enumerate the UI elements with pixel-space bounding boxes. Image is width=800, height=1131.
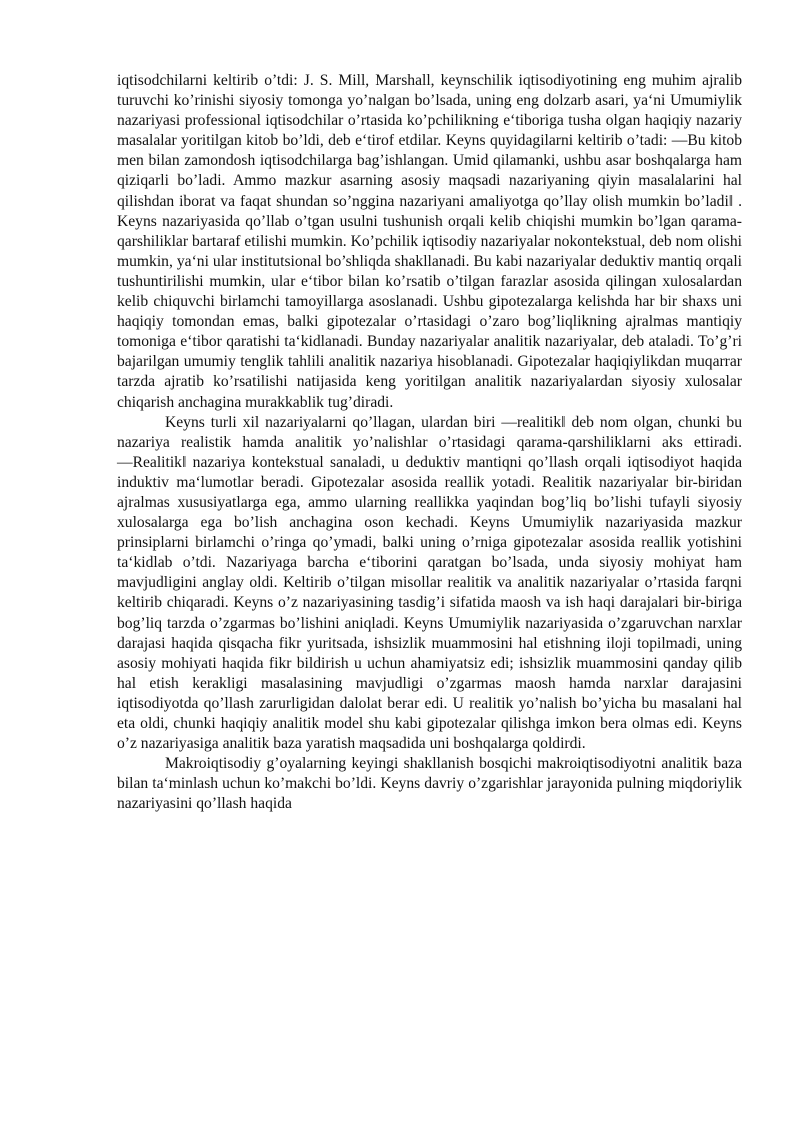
paragraph-2: Keyns turli xil nazariyalarni qo’llagan, ulardan biri ―realitik‖ deb nom olgan, chunki bu nazariya realistik hamda analitik yo’nalishlar o’rtasidagi qarama-qarshiliklarni aks ettiradi. ―Realitik‖ nazariya kontekstual sanaladi, u deduktiv mantiqni qo’llash orqali iqtisodiyot haqida induktiv ma‘lumotlar beradi. Gipotezalar asosida reallik yotadi. Realitik nazariyalar bir-biridan ajralmas xususiyatlarga ega, ammo ularning reallikka yaqindan bog’liq bo’lishi tufayli siyosiy xulosalarga ega bo’lish anchagina oson kechadi. Keyns Umumiylik nazariyasida mazkur prinsiplarni birlamchi o’ringa qo’ymadi, balki uning o’rniga gipotezalar asosida reallik yotishini ta‘kidlab o’tdi. Nazariyaga barcha e‘tiborini qaratgan bo’lsada, unda siyosiy mohiyat ham mavjudligini anglay oldi. Keltirib o’tilgan misollar realitik va analitik nazariyalar o’rtasida farqni keltirib chiqaradi. Keyns o’z nazariyasining tasdig’i sifatida maosh va ish haqi darajalari bir-biriga bog’liq tarzda o’zgarmas bo’lishini aniqladi. Keyns Umumiylik nazariyasida o’zgaruvchan narxlar darajasi haqida qisqacha fikr yuritsada, ishsizlik muammosini hal etishning iloji topilmadi, uning asosiy mohiyati haqida fikr bildirish u uchun ahamiyatsiz edi; ishsizlik muammosini qanday qilib hal etish kerakligi masalasining mavjudligi o’zgarmas maosh hamda narxlar darajasini iqtisodiyotda qo’llash zarurligidan dalolat berar edi. U realitik yo’nalish bo’yicha bu masalani hal eta oldi, chunki haqiqiy analitik model shu kabi gipotezalar qilishga imkon bera olmas edi. Keyns o’z nazariyasiga analitik baza yaratish maqsadida uni boshqalarga qoldirdi. xyxy=(117,413,742,753)
paragraph-3: Makroiqtisodiy g’oyalarning keyingi shakllanish bosqichi makroiqtisodiyotni analitik baza bilan ta‘minlash uchun ko’makchi bo’ldi. Keyns davriy o’zgarishlar jarayonida pulning miqdoriylik nazariyasini qo’llash haqida xyxy=(117,755,742,813)
paragraph-1: iqtisodchilarni keltirib o’tdi: J. S. Mill, Marshall, keynschilik iqtisodiyotining eng muhim ajralib turuvchi ko’rinishi siyosiy tomonga yo’nalgan bo’lsada, uning eng dolzarb asari, ya‘ni Umumiylik nazariyasi professional iqtisodchilar o’rtasida ko’pchilikning e‘tiboriga tusha olgan haqiqiy nazariy masalalar yoritilgan kitob bo’ldi, deb e‘tirof etdilar. Keyns quyidagilarni keltirib o’tadi: ―Bu kitob men bilan zamondosh iqtisodchilarga bag’ishlangan. Umid qilamanki, ushbu asar boshqalarga ham qiziqarli bo’ladi. Ammo mazkur asarning asosiy maqsadi nazariyaning qiyin masalalarini hal qilishdan iborat va faqat shundan so’nggina nazariyani amaliyotga qo’llay olish mumkin bo’ladi‖ . Keyns nazariyasida qo’llab o’tgan usulni tushunish orqali kelib chiqishi mumkin bo’lgan qarama-qarshiliklar bartaraf etilishi mumkin. Ko’pchilik iqtisodiy nazariyalar nokontekstual, deb nom olishi mumkin, ya‘ni ular institutsional bo’shliqda shakllanadi. Bu kabi nazariyalar deduktiv mantiq orqali tushuntirilishi mumkin, ular e‘tibor bilan ko’rsatib o’tilgan farazlar asosida qilingan xulosalardan kelib chiquvchi birlamchi tamoyillarga asoslanadi. Ushbu gipotezalarga kelishda har bir shaxs uni haqiqiy tomondan emas, balki gipotezalar o’rtasidagi o’zaro bog’liqlikning ajralmas mantiqiy tomoniga e‘tibor qaratishi ta‘kidlanadi. Bunday nazariyalar analitik nazariyalar, deb ataladi. To’g’ri bajarilgan umumiy tenglik tahlili analitik nazariya hisoblanadi. Gipotezalar haqiqiylikdan muqarrar tarzda ajratib ko’rsatilishi natijasida keng yoritilgan analitik nazariyalardan siyosiy xulosalar chiqarish anchagina murakkablik tug’diradi. xyxy=(117,72,742,411)
body-text xyxy=(117,71,742,814)
